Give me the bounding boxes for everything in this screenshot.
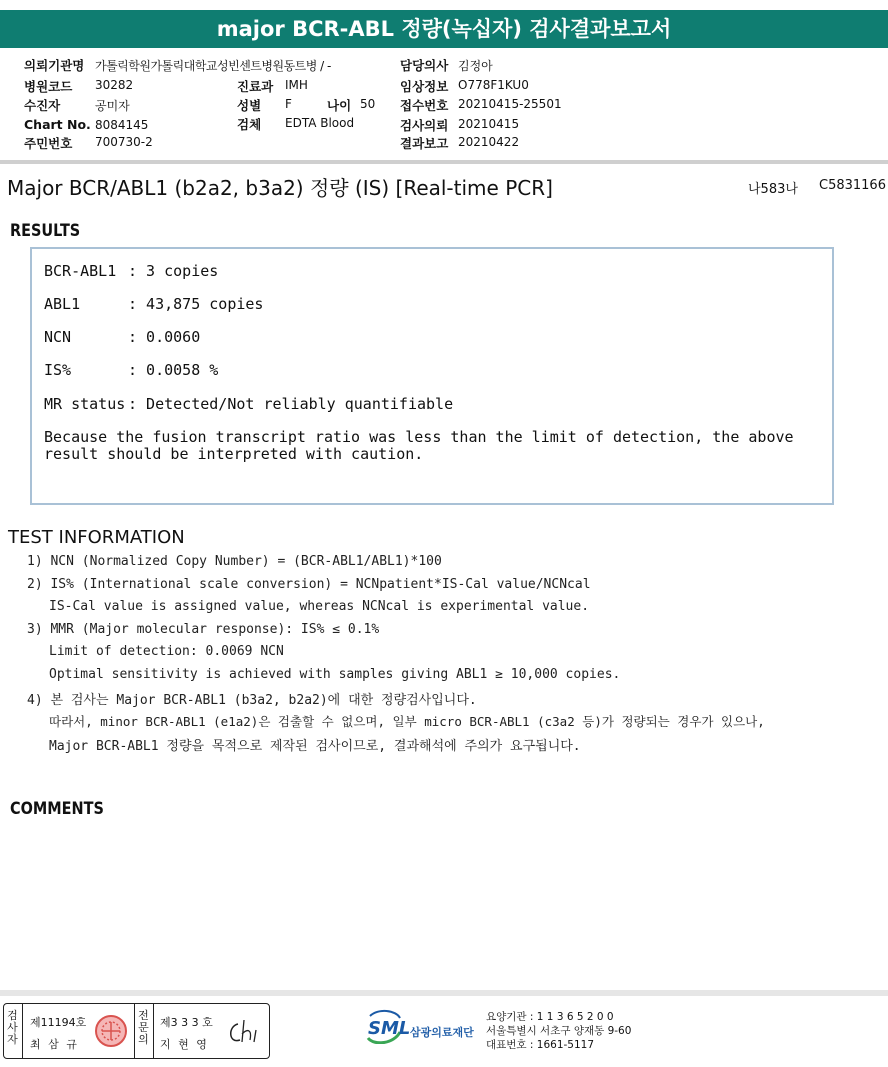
result-label: ABL1 [44,295,81,313]
info-label: 성별 [237,98,262,113]
result-value: : 0.0060 [128,328,201,346]
result-note: Because the fusion transcript ratio was less than the limit of detection, the above result should be interpreted with caution. [44,428,794,463]
test-code: 나583나 [748,182,798,197]
result-value: : 43,875 copies [128,295,264,313]
info-label: 임상정보 [400,79,449,94]
info-value: F [285,97,292,111]
signature-box [3,1003,270,1059]
signer-name: 지 현 영 [160,1038,209,1051]
divider [0,990,888,996]
comments-heading: COMMENTS [10,799,104,819]
test-name: Major BCR/ABL1 (b2a2, b3a2) 정량 (IS) [Real-time PCR] [7,176,553,200]
info-value: EDTA Blood [285,116,355,130]
result-label: IS% [44,361,72,379]
info-label: 검체 [237,117,262,132]
info-value: 8084145 [95,118,149,132]
info-value: 700730-2 [95,135,153,149]
info-label: 검사의뢰 [400,118,449,133]
test-code: C5831166 [819,178,886,193]
result-value: : 3 copies [128,262,219,280]
address-line: 대표번호 : 1661-5117 [486,1039,595,1051]
info-label: 결과보고 [400,136,449,151]
signer-role: 전문의 [138,1009,149,1046]
divider [22,1004,23,1058]
test-info-line: 2) IS% (International scale conversion) = NCNpatient*IS-Cal value/NCNcal [27,577,591,592]
info-value: O778F1KU0 [458,78,529,92]
info-label: 의뢰기관명 [24,58,85,73]
info-label: 접수번호 [400,98,449,113]
info-value: 50 [360,97,376,111]
signature-icon [224,1016,264,1048]
test-info-line: Limit of detection: 0.0069 NCN [49,644,284,659]
result-label: NCN [44,328,72,346]
test-info-line: IS-Cal value is assigned value, whereas NCNcal is experimental value. [49,599,590,614]
info-label: Chart No. [24,117,91,132]
divider [134,1004,135,1058]
address-line: 요양기관 : 1 1 3 6 5 2 0 0 [486,1011,614,1023]
test-info-line: 1) NCN (Normalized Copy Number) = (BCR-ABL1/ABL1)*100 [27,554,442,569]
info-value: 30282 [95,78,134,92]
info-value: IMH [285,78,308,92]
result-value: : 0.0058 % [128,361,219,379]
test-info-heading: TEST INFORMATION [8,527,185,548]
signer-name: 최 삼 규 [30,1038,79,1051]
mr-status-label: MR status [44,395,126,413]
org-name: 삼광의료재단 [410,1026,474,1039]
logo-text: SML [368,1018,411,1039]
divider [153,1004,154,1058]
footer [0,998,888,1067]
test-info-line: 따라서, minor BCR-ABL1 (e1a2)은 검출할 수 없으며, 일부 micro BCR-ABL1 (c3a2 등)가 정량되는 경우가 있으나, [49,714,765,729]
info-value: 20210415-25501 [458,97,562,111]
divider [0,160,888,164]
address-line: 서울특별시 서초구 양재동 9-60 [486,1025,632,1037]
license-number: 제11194호 [30,1016,87,1029]
info-value: 김정아 [458,59,493,73]
info-value: 가톨릭학원가톨릭대학교성빈센트병원동트병 / - [95,59,331,73]
info-value: 20210422 [458,135,520,149]
result-label: BCR-ABL1 [44,262,117,280]
info-value: 20210415 [458,117,520,131]
patient-info [0,52,888,160]
seal-icon [94,1014,128,1048]
test-info-line: 3) MMR (Major molecular response): IS% ≤ 0.1% [27,622,380,637]
results-box [30,247,834,505]
report-title: major BCR-ABL 정량(녹십자) 검사결과보고서 [0,10,888,48]
org-address [486,1010,631,1052]
license-number: 제3 3 3 호 [160,1016,213,1029]
test-info-line: Major BCR-ABL1 정량을 목적으로 제작된 검사이므로, 결과해석에 주의가 요구됩니다. [49,739,581,754]
info-label: 수진자 [24,98,61,113]
signer-role: 검사자 [7,1009,18,1046]
info-label: 주민번호 [24,136,73,151]
test-info-line: Optimal sensitivity is achieved with samples giving ABL1 ≥ 10,000 copies. [49,667,621,682]
info-label: 병원코드 [24,79,73,94]
info-label: 나이 [327,98,352,113]
info-value: 공미자 [95,99,130,113]
mr-status-value: : Detected/Not reliably quantifiable [128,395,454,413]
test-info-line: 4) 본 검사는 Major BCR-ABL1 (b3a2, b2a2)에 대한 정량검사입니다. [27,693,477,708]
info-label: 담당의사 [400,58,449,73]
results-heading: RESULTS [10,221,81,241]
info-label: 진료과 [237,79,274,94]
